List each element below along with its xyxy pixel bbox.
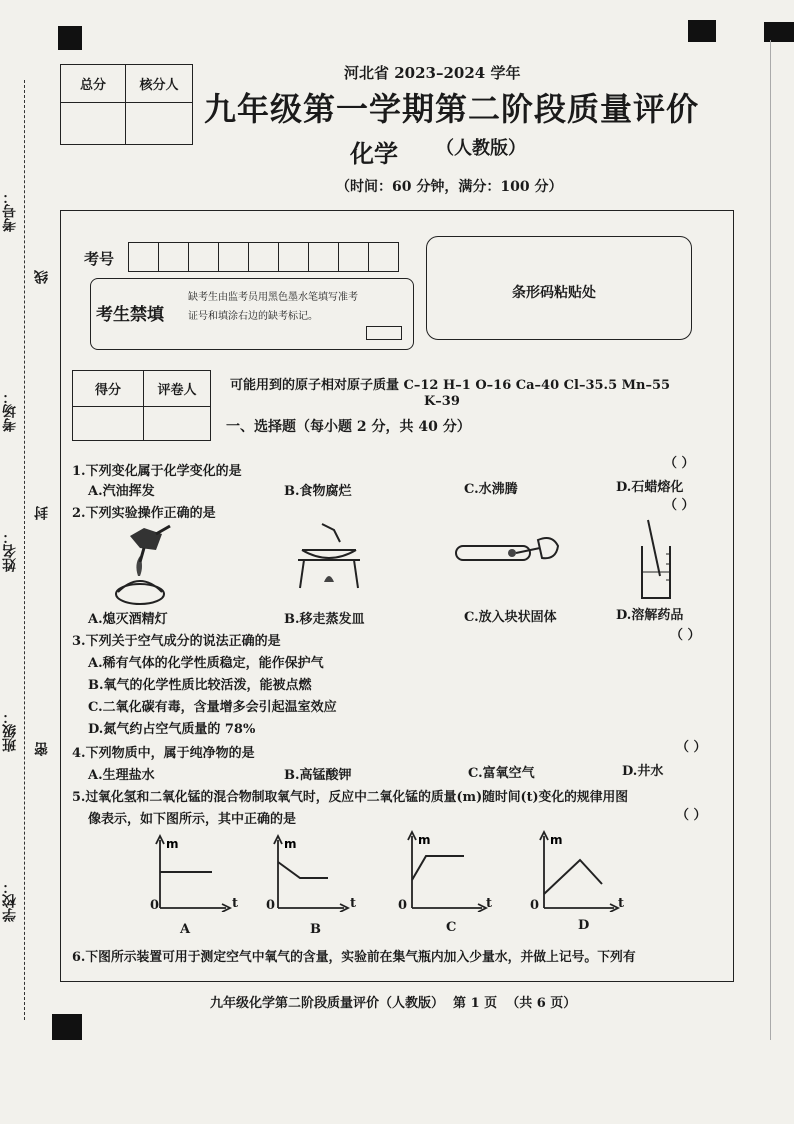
q5-graph-a-y-label: m	[166, 837, 179, 851]
q5-graph-d-x-label: t	[618, 896, 625, 911]
q5-graph-b-y-label: m	[284, 837, 297, 851]
exam-edition: （人教版）	[436, 138, 526, 159]
binding-line	[24, 80, 25, 1020]
q2-answer-paren[interactable]: （ ）	[664, 498, 695, 513]
q5-graph-d	[528, 828, 624, 912]
q4-stem: 4.下列物质中，属于纯净物的是	[72, 746, 255, 761]
q3-answer-paren[interactable]: （ ）	[670, 628, 701, 643]
q5-graph-d-label: D	[578, 918, 590, 933]
checker-header: 核分人	[126, 65, 193, 103]
q5-graph-c-label: C	[446, 920, 457, 935]
side-label-class: 班级：	[2, 710, 18, 752]
exam-subject: 化学	[350, 139, 398, 168]
section-score-header: 得分	[73, 371, 144, 407]
section-score-cell[interactable]	[73, 407, 144, 441]
barcode-label: 条形码粘贴处	[512, 285, 596, 301]
section-score-table	[72, 370, 211, 441]
q5-graph-c-y-label: m	[418, 833, 431, 847]
q3-option-a: A.稀有气体的化学性质稳定，能作保护气	[88, 656, 324, 671]
registration-mark-bottom-left	[52, 1014, 82, 1040]
q2-stem: 2.下列实验操作正确的是	[72, 506, 216, 521]
q2-option-c: C.放入块状固体	[464, 610, 557, 625]
registration-mark-top-left	[58, 26, 82, 50]
grader-header: 评卷人	[144, 371, 211, 407]
total-score-cell[interactable]	[61, 103, 126, 145]
q5-graph-a	[146, 832, 239, 912]
q5-graph-c-origin: 0	[398, 898, 408, 913]
section1-title: 一、选择题（每小题 2 分，共 40 分）	[226, 419, 471, 435]
forbidden-note: 缺考生由监考员用黑色墨水笔填写准考证号和填涂右边的缺考标记。	[188, 292, 358, 322]
q5-graph-c-x-label: t	[486, 896, 493, 911]
q5-graph-a-origin: 0	[150, 898, 160, 913]
q4-option-c: C.富氧空气	[468, 766, 535, 781]
side-mark-seal: 封	[34, 506, 50, 520]
q5-graph-d-y-label: m	[550, 833, 563, 847]
q1-stem: 1.下列变化属于化学变化的是	[72, 464, 242, 479]
q3-stem: 3.下列关于空气成分的说法正确的是	[72, 634, 281, 649]
atomic-masses-line1: 可能用到的原子相对原子质量 C–12 H–1 O–16 Ca–40 Cl–35.5 Mn–55	[230, 378, 671, 393]
registration-mark-top-right	[688, 20, 716, 42]
q1-option-d: D.石蜡熔化	[616, 480, 684, 495]
q3-option-d: D.氮气约占空气质量的 78%	[88, 722, 256, 737]
exam-no-boxes[interactable]	[128, 242, 399, 272]
q4-option-d: D.井水	[622, 764, 664, 779]
q4-answer-paren[interactable]: （ ）	[676, 740, 707, 755]
q5-graph-b-x-label: t	[350, 896, 357, 911]
q1-option-c: C.水沸腾	[464, 482, 518, 497]
q5-graph-c	[396, 828, 492, 912]
exam-subtitle: 河北省 2023–2024 学年	[344, 64, 521, 82]
side-mark-line: 线	[34, 270, 50, 284]
q6-stem: 6.下图所示装置可用于测定空气中氧气的含量，实验前在集气瓶内加入少量水，并做上记号。下列有	[72, 950, 636, 965]
side-mark-secret: 密	[34, 742, 50, 756]
q1-option-a: A.汽油挥发	[88, 484, 155, 499]
q5-stem-line1: 5.过氧化氢和二氧化锰的混合物制取氧气时，反应中二氧化锰的质量(m)随时间(t)变化的规律用图	[72, 790, 629, 805]
q2-option-b: B.移走蒸发皿	[284, 612, 365, 627]
exam-title: 九年级第一学期第二阶段质量评价	[204, 90, 700, 128]
next-page-edge	[770, 40, 794, 1040]
q4-option-a: A.生理盐水	[88, 768, 155, 783]
q5-graph-b-label: B	[310, 922, 321, 937]
total-score-table	[60, 64, 193, 145]
forbidden-title: 考生禁填	[96, 305, 164, 325]
total-score-header: 总分	[61, 65, 126, 103]
q2-image-b-evaporating-dish	[292, 520, 366, 590]
side-label-room: 考场：	[2, 390, 18, 432]
exam-time-info: （时间：60 分钟，满分：100 分）	[336, 179, 563, 195]
grader-cell[interactable]	[144, 407, 211, 441]
q2-image-a-alcohol-lamp	[100, 520, 180, 610]
q3-option-c: C.二氧化碳有毒，含量增多会引起温室效应	[88, 700, 337, 715]
q5-graph-b	[264, 832, 357, 912]
absent-mark-box[interactable]	[366, 326, 402, 340]
q5-graph-a-label: A	[180, 922, 191, 937]
q2-option-d: D.溶解药品	[616, 608, 684, 623]
q2-image-c-test-tube	[452, 530, 564, 580]
q5-graph-b-origin: 0	[266, 898, 276, 913]
registration-mark-top-right-2	[764, 22, 794, 42]
side-label-name: 姓名：	[2, 530, 18, 572]
atomic-masses-line2: K–39	[424, 394, 460, 409]
checker-cell[interactable]	[126, 103, 193, 145]
q5-graph-a-x-label: t	[232, 896, 239, 911]
q3-option-b: B.氧气的化学性质比较活泼，能被点燃	[88, 678, 312, 693]
q1-answer-paren[interactable]: （ ）	[664, 456, 695, 471]
q5-stem-line2: 像表示，如下图所示，其中正确的是	[88, 812, 297, 827]
q2-option-a: A.熄灭酒精灯	[88, 612, 168, 627]
q4-option-b: B.高锰酸钾	[284, 768, 352, 783]
q5-graph-d-origin: 0	[530, 898, 540, 913]
q5-answer-paren[interactable]: （ ）	[676, 808, 707, 823]
page-footer: 九年级化学第二阶段质量评价（人教版） 第 1 页 （共 6 页）	[210, 996, 577, 1011]
q2-image-d-beaker	[636, 518, 676, 602]
exam-no-label: 考号	[84, 250, 115, 268]
q1-option-b: B.食物腐烂	[284, 484, 352, 499]
side-label-exam-no: 考号：	[2, 190, 18, 232]
side-label-school: 学校：	[2, 880, 18, 922]
